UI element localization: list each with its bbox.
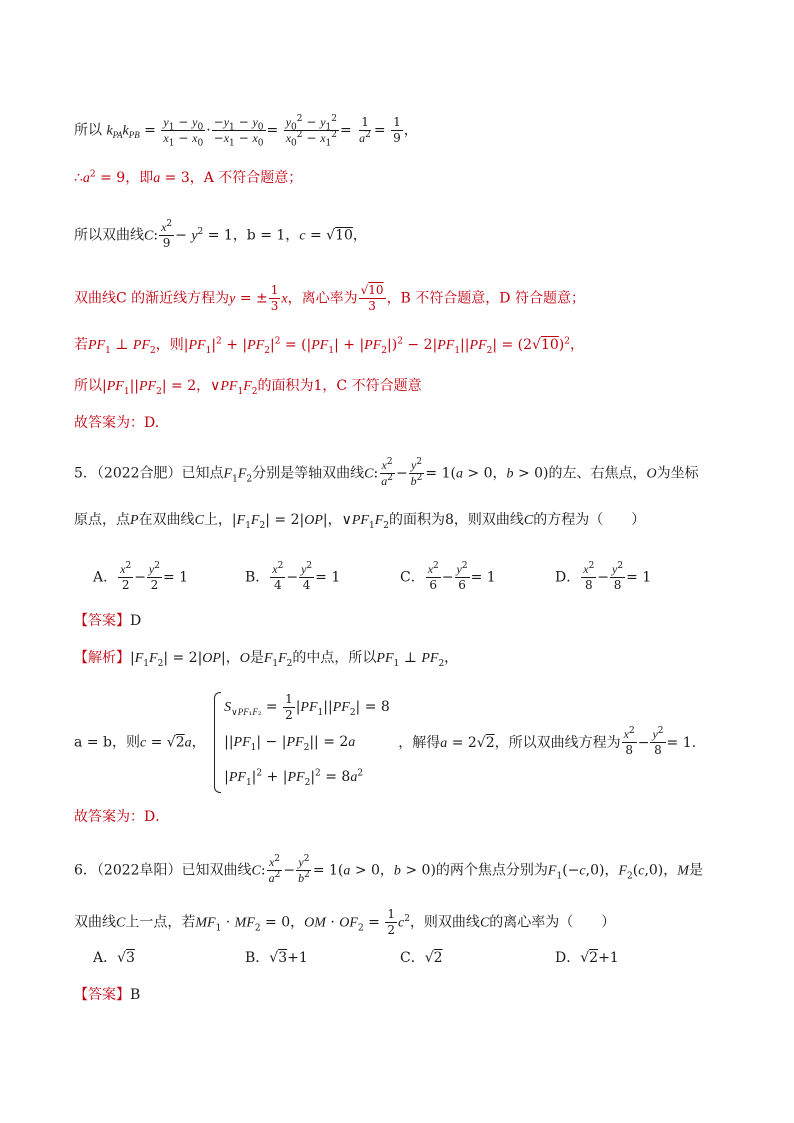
q6-answer: 【答案】B — [74, 987, 141, 1003]
fraction: $\frac{y_1 - y_0}{x_1 - x_0}$ — [163, 115, 204, 149]
q5-option-d[interactable]: D． $\frac{x^2}{8}$ − $\frac{y^2}{8}$ = 1 — [555, 561, 652, 592]
q6-option-b[interactable]: B．√3+1 — [245, 950, 308, 966]
q5-answer: 【答案】D — [74, 613, 142, 629]
q5-line-2: 原点，点P在双曲线C上，$|F_1F_2| = 2|OP|$，$\vee PF_1F_2$的面积为8，则双曲线C的方程为（ ） — [74, 512, 646, 531]
q5-conclusion: 故答案为：D． — [74, 809, 170, 825]
q6-option-c[interactable]: C．√2 — [400, 950, 443, 966]
q6-line-2: 双曲线C上一点，若$MF_1 \cdot MF_2 = 0$，OM · $OF_2$ = $\frac{1}{2}$ $c^2$，则双曲线C的离心率为（ ） — [74, 907, 616, 937]
q5-analysis-line-2: a = b，则c = √2a， $S_{\vee PF_1F_2}$ = $\frac{1}{2}$ $|PF_1||PF_2| = 8$ $||PF_1| - |PF_2|| = 2a$ $|PF_1|^2 + |PF_2|^2 = 8a^2$ ，解得a = 2√2，所以双曲线方程为 $\frac{x^2}{8}$ − $\frac{y^2}{8}$ = 1. — [74, 690, 696, 795]
solution-line-6: 所以$|PF_1||PF_2| = 2$，$\vee PF_1F_2$的面积为1，C 不符合题意 — [74, 378, 422, 397]
solution-conclusion: 故答案为：D. — [74, 415, 160, 431]
solution-line-3: 所以双曲线C: $\frac{x^2}{9}$ − $y^2 = 1$，b = 1，c = √10， — [74, 219, 367, 250]
q5-line-1: 5．（2022合肥）已知点$F_1F_2$分别是等轴双曲线C: $\frac{x^2}{a^2}$ − $\frac{y^2}{b^2}$ = 1(a > 0，b > 0)的左、右焦点，O为坐标 — [74, 457, 699, 488]
solution-line-5: 若$PF_1$ ⊥ $PF_2$，则$|PF_1|^2 + |PF_2|^2 = (|PF_1| + |PF_2|)^2 - 2|PF_1||PF_2| = (2√10)^2$， — [74, 336, 584, 356]
solution-line-4: 双曲线C 的渐近线方程为y = ± $\frac{1}{3}$ x，离心率为 $\frac{√10}{3}$ ，B 不符合题意，D 符合题意； — [74, 283, 585, 313]
q6-option-a[interactable]: A．√3 — [93, 950, 135, 966]
q5-option-c[interactable]: C． $\frac{x^2}{6}$ − $\frac{y^2}{6}$ = 1 — [400, 561, 496, 592]
solution-line-2: $\therefore a^2 = 9$，即a = 3，A 不符合题意； — [74, 169, 303, 186]
q5-option-b[interactable]: B． $\frac{x^2}{4}$ − $\frac{y^2}{4}$ = 1 — [245, 561, 341, 592]
q5-analysis-line-1: 【解析】$|F_1F_2| = 2|OP|$，O是$F_1F_2$的中点，所以$PF_1$ ⊥ $PF_2$， — [74, 650, 459, 669]
solution-line-1: 所以 $k_{PA}k_{PB}$ = $\frac{y_1 - y_0}{x_1 - x_0}$ · $\frac{-y_1 - y_0}{-x_1 - x_0}$ = $\frac{y_0^2 - y_1^2}{x_0^2 - x_1^2}$ = $\frac{1}{a^2}$ = $\frac{1}{9}$ ， — [74, 114, 418, 149]
q5-option-a[interactable]: A． $\frac{x^2}{2}$ − $\frac{y^2}{2}$ = 1 — [93, 561, 189, 592]
equation-system: $S_{\vee PF_1F_2}$ = $\frac{1}{2}$ $|PF_1||PF_2| = 8$ $||PF_1| - |PF_2|| = 2a$ $|PF_1|^2 + |PF_2|^2 = 8a^2$ — [214, 690, 390, 795]
q6-line-1: 6．（2022阜阳）已知双曲线C: $\frac{x^2}{a^2}$ − $\frac{y^2}{b^2}$ = 1(a > 0，b > 0)的两个焦点分别为$F_1(-c,0)$，$F_2(c,0)$，M是 — [74, 854, 703, 885]
q6-option-d[interactable]: D．√2+1 — [555, 950, 619, 966]
